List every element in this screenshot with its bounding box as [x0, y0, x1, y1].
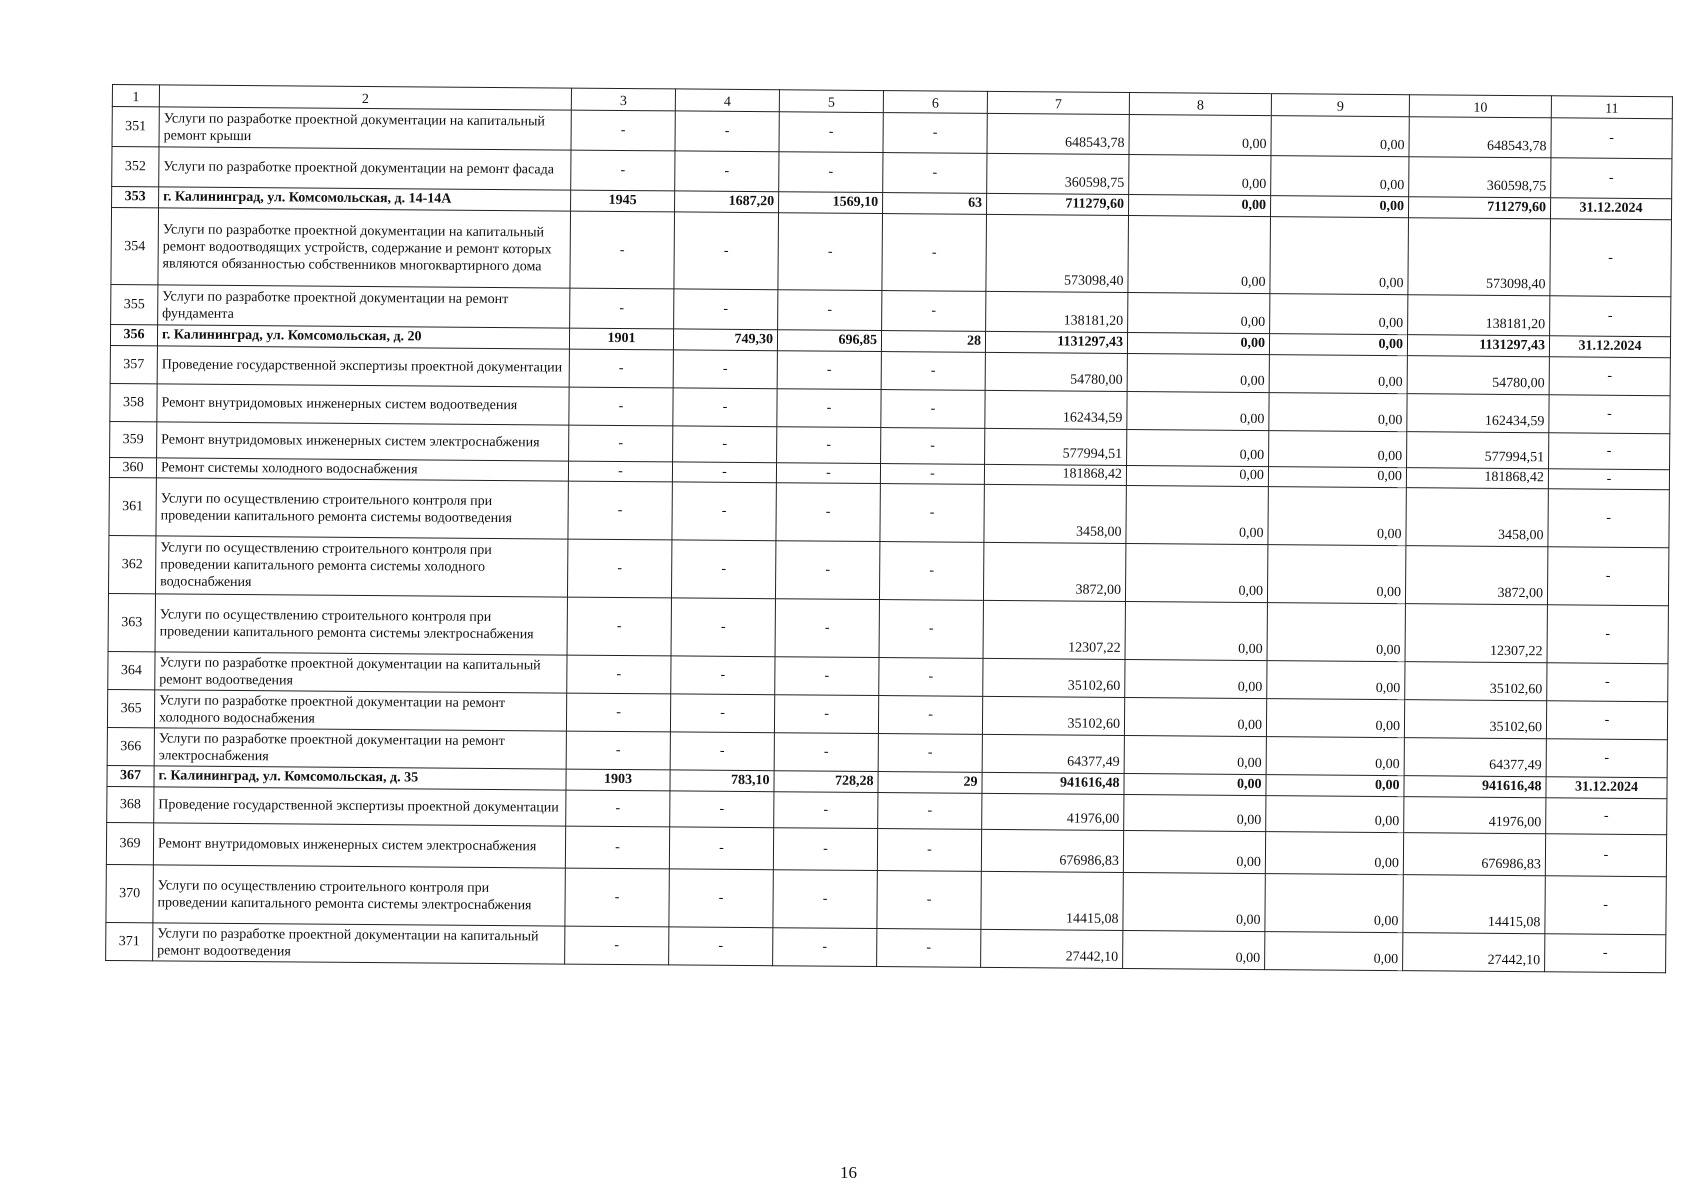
living-area-cell: - — [779, 112, 883, 153]
work-description-cell: г. Калининград, ул. Комсомольская, д. 20 — [157, 325, 569, 349]
living-area-cell: - — [774, 695, 878, 734]
build-year-cell: - — [571, 150, 675, 191]
row-number-cell: 364 — [108, 651, 155, 689]
build-year-cell: - — [566, 731, 670, 770]
work-description-cell: Ремонт системы холодного водоснабжения — [156, 458, 568, 481]
living-area-cell: - — [779, 152, 883, 193]
total-cost-cell: 14415,08 — [981, 871, 1123, 930]
federal-funds-cell: 0,00 — [1127, 391, 1269, 430]
living-area-cell: 728,28 — [774, 771, 878, 793]
row-number-cell: 362 — [108, 535, 155, 593]
residents-count-cell: - — [881, 390, 985, 429]
living-area-cell: - — [778, 290, 882, 331]
total-cost-cell: 577994,51 — [985, 428, 1127, 465]
build-year-cell: - — [565, 826, 669, 869]
total-cost-cell: 41976,00 — [982, 793, 1124, 830]
total-cost-cell: 711279,60 — [987, 193, 1129, 215]
column-header: 10 — [1409, 95, 1551, 118]
row-number-cell: 352 — [112, 147, 159, 187]
living-area-cell: - — [773, 870, 877, 929]
regional-funds-cell: 0,00 — [1265, 932, 1403, 971]
federal-funds-cell: 0,00 — [1125, 659, 1267, 698]
completion-date-cell: - — [1548, 489, 1669, 548]
work-description-cell: Услуги по разработке проектной документации на ремонт холодного водоснабжения — [154, 690, 566, 731]
work-description-cell: Услуги по разработке проектной документации на капитальный ремонт водоотведения — [153, 923, 565, 964]
total-cost-cell: 138181,20 — [986, 291, 1128, 332]
living-area-cell: - — [773, 828, 877, 871]
total-area-cell: - — [674, 289, 778, 330]
regional-funds-cell: 0,00 — [1268, 467, 1406, 488]
build-year-cell: - — [566, 790, 670, 827]
residents-count-cell: - — [879, 542, 983, 601]
total-area-cell: - — [672, 482, 776, 541]
regional-funds-cell: 0,00 — [1271, 156, 1409, 197]
federal-funds-cell: 0,00 — [1124, 735, 1266, 774]
residents-count-cell: - — [882, 214, 987, 292]
owners-funds-cell: 41976,00 — [1404, 797, 1546, 834]
completion-date-cell: 31.12.2024 — [1550, 198, 1671, 220]
residents-count-cell: - — [879, 600, 983, 659]
completion-date-cell: 31.12.2024 — [1546, 777, 1667, 799]
total-cost-cell: 35102,60 — [983, 658, 1125, 697]
build-year-cell: 1901 — [569, 328, 673, 350]
build-year-cell: - — [569, 425, 673, 462]
total-area-cell: - — [673, 426, 777, 463]
row-number-cell: 366 — [107, 727, 154, 765]
regional-funds-cell: 0,00 — [1269, 355, 1407, 394]
total-cost-cell: 181868,42 — [984, 464, 1126, 485]
work-description-cell: Проведение государственной экспертизы проектной документации — [157, 346, 569, 387]
completion-date-cell: - — [1548, 469, 1669, 490]
row-number-cell: 359 — [110, 421, 157, 457]
residents-count-cell: - — [878, 696, 982, 735]
work-description-cell: Услуги по осуществлению строительного контроля при проведении капитального ремонта системы водоотведения — [156, 478, 568, 539]
regional-funds-cell: 0,00 — [1266, 796, 1404, 833]
residents-count-cell: - — [878, 793, 982, 830]
owners-funds-cell: 711279,60 — [1408, 197, 1550, 219]
work-description-cell: Услуги по осуществлению строительного контроля при проведении капитального ремонта системы электроснабжения — [155, 594, 567, 655]
regional-funds-cell: 0,00 — [1271, 116, 1409, 157]
owners-funds-cell: 162434,59 — [1407, 394, 1549, 433]
living-area-cell: - — [774, 733, 878, 772]
total-area-cell: - — [674, 212, 779, 290]
living-area-cell: - — [777, 427, 881, 464]
regional-funds-cell: 0,00 — [1267, 661, 1405, 700]
total-cost-cell: 3458,00 — [984, 484, 1126, 543]
completion-date-cell: - — [1550, 296, 1671, 337]
table-row — [111, 208, 1672, 297]
living-area-cell: - — [773, 928, 877, 967]
work-description-cell: Ремонт внутридомовых инженерных систем водоотведения — [157, 384, 569, 425]
regional-funds-cell: 0,00 — [1267, 603, 1405, 662]
completion-date-cell: - — [1550, 219, 1672, 297]
build-year-cell: - — [565, 868, 669, 927]
document-sheet — [105, 84, 1672, 973]
row-number-cell: 360 — [109, 457, 156, 477]
completion-date-cell: - — [1551, 118, 1672, 159]
work-description-cell: Услуги по разработке проектной документации на ремонт фасада — [159, 147, 571, 190]
completion-date-cell: 31.12.2024 — [1549, 336, 1670, 358]
row-number-cell: 358 — [110, 383, 157, 421]
residents-count-cell: - — [883, 153, 987, 194]
total-cost-cell: 941616,48 — [982, 772, 1124, 794]
completion-date-cell: - — [1547, 547, 1668, 606]
build-year-cell: - — [571, 110, 675, 151]
residents-count-cell: - — [880, 464, 984, 485]
regional-funds-cell: 0,00 — [1269, 393, 1407, 432]
work-description-cell: Услуги по разработке проектной документации на ремонт фундамента — [158, 285, 570, 328]
total-area-cell: - — [671, 656, 775, 695]
work-description-cell: Ремонт внутридомовых инженерных систем электроснабжения — [153, 823, 565, 868]
completion-date-cell: - — [1551, 158, 1672, 199]
row-number-cell: 369 — [106, 822, 153, 864]
federal-funds-cell: 0,00 — [1124, 773, 1266, 795]
residents-count-cell: - — [879, 658, 983, 697]
completion-date-cell: - — [1545, 934, 1666, 973]
work-description-cell: Услуги по разработке проектной документации на капитальный ремонт водоотводящих устройств, содержание и ремонт которых являются обязанностью собственников многоквартирного дома — [158, 208, 571, 288]
residents-count-cell: - — [878, 734, 982, 773]
work-description-cell: Проведение государственной экспертизы проектной документации — [154, 787, 566, 826]
federal-funds-cell: 0,00 — [1124, 794, 1266, 831]
regional-funds-cell: 0,00 — [1265, 832, 1403, 875]
total-area-cell: - — [670, 732, 774, 771]
regional-funds-cell: 0,00 — [1266, 699, 1404, 738]
federal-funds-cell: 0,00 — [1125, 543, 1267, 602]
federal-funds-cell: 0,00 — [1126, 485, 1268, 544]
residents-count-cell: - — [880, 484, 984, 543]
build-year-cell: - — [565, 926, 669, 965]
column-header: 2 — [159, 85, 571, 110]
build-year-cell: - — [570, 288, 674, 329]
owners-funds-cell: 35102,60 — [1405, 662, 1547, 701]
residents-count-cell: - — [881, 352, 985, 391]
completion-date-cell: - — [1549, 395, 1670, 434]
total-area-cell: - — [672, 462, 776, 483]
total-area-cell: - — [669, 927, 773, 966]
column-header: 5 — [779, 90, 883, 113]
owners-funds-cell: 14415,08 — [1403, 875, 1545, 934]
total-area-cell: 749,30 — [673, 329, 777, 351]
federal-funds-cell: 0,00 — [1126, 465, 1268, 486]
completion-date-cell: - — [1545, 876, 1666, 935]
build-year-cell: - — [568, 461, 672, 482]
total-area-cell: - — [670, 694, 774, 733]
regional-funds-cell: 0,00 — [1266, 775, 1404, 797]
total-area-cell: - — [675, 111, 779, 152]
owners-funds-cell: 35102,60 — [1404, 700, 1546, 739]
build-year-cell: - — [568, 481, 672, 540]
row-number-cell: 363 — [108, 593, 155, 651]
owners-funds-cell: 648543,78 — [1409, 117, 1551, 158]
federal-funds-cell: 0,00 — [1124, 697, 1266, 736]
work-description-cell: Услуги по осуществлению строительного контроля при проведении капитального ремонта системы холодного водоснабжения — [155, 536, 567, 597]
build-year-cell: - — [569, 349, 673, 388]
build-year-cell: - — [566, 693, 670, 732]
total-cost-cell: 27442,10 — [981, 929, 1123, 968]
owners-funds-cell: 64377,49 — [1404, 738, 1546, 777]
column-header: 3 — [571, 88, 675, 111]
row-number-cell: 371 — [106, 922, 153, 960]
federal-funds-cell: 0,00 — [1123, 830, 1265, 873]
living-area-cell: - — [777, 389, 881, 428]
build-year-cell: - — [567, 655, 671, 694]
column-header: 8 — [1129, 92, 1271, 115]
owners-funds-cell: 54780,00 — [1407, 356, 1549, 395]
total-cost-cell: 676986,83 — [981, 829, 1123, 872]
federal-funds-cell: 0,00 — [1129, 114, 1271, 155]
capital-repair-table — [105, 84, 1673, 973]
living-area-cell: - — [774, 792, 878, 829]
owners-funds-cell: 181868,42 — [1406, 468, 1548, 489]
owners-funds-cell: 577994,51 — [1407, 432, 1549, 469]
regional-funds-cell: 0,00 — [1269, 431, 1407, 468]
residents-count-cell: - — [877, 929, 981, 968]
owners-funds-cell: 3458,00 — [1406, 488, 1548, 547]
regional-funds-cell: 0,00 — [1267, 545, 1405, 604]
regional-funds-cell: 0,00 — [1270, 217, 1409, 295]
total-cost-cell: 3872,00 — [983, 542, 1125, 601]
owners-funds-cell: 360598,75 — [1409, 157, 1551, 198]
total-cost-cell: 648543,78 — [987, 113, 1129, 154]
total-cost-cell: 573098,40 — [986, 214, 1129, 292]
regional-funds-cell: 0,00 — [1269, 334, 1407, 356]
total-cost-cell: 64377,49 — [982, 734, 1124, 773]
table-body — [106, 85, 1673, 973]
total-area-cell: - — [669, 869, 773, 928]
federal-funds-cell: 0,00 — [1125, 601, 1267, 660]
owners-funds-cell: 1131297,43 — [1407, 335, 1549, 357]
row-number-cell: 351 — [112, 107, 159, 147]
owners-funds-cell: 27442,10 — [1403, 933, 1545, 972]
completion-date-cell: - — [1546, 798, 1667, 835]
living-area-cell: 696,85 — [777, 330, 881, 352]
total-cost-cell: 54780,00 — [985, 352, 1127, 391]
federal-funds-cell: 0,00 — [1128, 215, 1271, 293]
living-area-cell: 1569,10 — [779, 192, 883, 214]
total-area-cell: - — [673, 350, 777, 389]
completion-date-cell: - — [1547, 605, 1668, 664]
residents-count-cell: 28 — [881, 331, 985, 353]
completion-date-cell: - — [1549, 433, 1670, 470]
row-number-cell: 357 — [110, 345, 157, 383]
residents-count-cell: - — [877, 829, 981, 872]
owners-funds-cell: 12307,22 — [1405, 604, 1547, 663]
owners-funds-cell: 573098,40 — [1408, 218, 1551, 296]
build-year-cell: 1903 — [566, 769, 670, 791]
owners-funds-cell: 3872,00 — [1405, 546, 1547, 605]
living-area-cell: - — [775, 599, 879, 658]
completion-date-cell: - — [1547, 663, 1668, 702]
owners-funds-cell: 676986,83 — [1403, 833, 1545, 876]
row-number-cell: 356 — [110, 324, 157, 345]
residents-count-cell: - — [882, 291, 986, 332]
completion-date-cell: - — [1545, 834, 1666, 877]
work-description-cell: Услуги по разработке проектной документации на ремонт электроснабжения — [154, 728, 566, 769]
federal-funds-cell: 0,00 — [1129, 154, 1271, 195]
residents-count-cell: - — [881, 428, 985, 465]
total-cost-cell: 12307,22 — [983, 600, 1125, 659]
federal-funds-cell: 0,00 — [1127, 353, 1269, 392]
total-cost-cell: 1131297,43 — [985, 331, 1127, 353]
owners-funds-cell: 941616,48 — [1404, 776, 1546, 798]
total-area-cell: - — [675, 151, 779, 192]
total-cost-cell: 35102,60 — [982, 696, 1124, 735]
federal-funds-cell: 0,00 — [1123, 930, 1265, 969]
row-number-cell: 368 — [107, 786, 154, 822]
federal-funds-cell: 0,00 — [1123, 872, 1265, 931]
row-number-cell: 354 — [111, 208, 159, 285]
living-area-cell: - — [777, 351, 881, 390]
total-area-cell: - — [673, 388, 777, 427]
row-number-cell: 365 — [107, 689, 154, 727]
total-area-cell: - — [670, 791, 774, 828]
regional-funds-cell: 0,00 — [1270, 196, 1408, 218]
living-area-cell: - — [775, 657, 879, 696]
column-header: 9 — [1271, 94, 1409, 117]
total-area-cell: - — [671, 598, 775, 657]
work-description-cell: Услуги по разработке проектной документации на капитальный ремонт водоотведения — [155, 652, 567, 693]
work-description-cell: Услуги по разработке проектной документации на капитальный ремонт крыши — [159, 107, 571, 150]
total-cost-cell: 360598,75 — [987, 153, 1129, 194]
build-year-cell: - — [567, 539, 671, 598]
living-area-cell: - — [776, 483, 880, 542]
completion-date-cell: - — [1546, 739, 1667, 778]
federal-funds-cell: 0,00 — [1128, 292, 1270, 333]
row-number-cell: 367 — [107, 765, 154, 786]
living-area-cell: - — [775, 541, 879, 600]
column-header: 6 — [883, 91, 987, 114]
completion-date-cell: - — [1546, 701, 1667, 740]
column-header: 11 — [1551, 96, 1672, 119]
total-area-cell: 783,10 — [670, 770, 774, 792]
residents-count-cell: 29 — [878, 772, 982, 794]
residents-count-cell: 63 — [883, 193, 987, 215]
total-area-cell: 1687,20 — [675, 191, 779, 213]
regional-funds-cell: 0,00 — [1265, 874, 1403, 933]
page-number: 16 — [840, 1163, 857, 1182]
living-area-cell: - — [776, 463, 880, 484]
row-number-cell: 370 — [106, 864, 153, 922]
build-year-cell: 1945 — [571, 190, 675, 212]
work-description-cell: г. Калининград, ул. Комсомольская, д. 14-14А — [159, 187, 571, 211]
completion-date-cell: - — [1549, 357, 1670, 396]
work-description-cell: г. Калининград, ул. Комсомольская, д. 35 — [154, 766, 566, 790]
work-description-cell: Ремонт внутридомовых инженерных систем электроснабжения — [157, 422, 569, 461]
regional-funds-cell: 0,00 — [1270, 294, 1408, 335]
column-header: 4 — [675, 89, 779, 112]
build-year-cell: - — [569, 387, 673, 426]
total-area-cell: - — [669, 827, 773, 870]
residents-count-cell: - — [877, 871, 981, 930]
build-year-cell: - — [567, 597, 671, 656]
regional-funds-cell: 0,00 — [1266, 737, 1404, 776]
column-header: 1 — [112, 85, 159, 107]
row-number-cell: 353 — [112, 187, 159, 208]
build-year-cell: - — [570, 211, 675, 289]
regional-funds-cell: 0,00 — [1268, 487, 1406, 546]
owners-funds-cell: 138181,20 — [1408, 295, 1550, 336]
row-number-cell: 355 — [111, 284, 158, 324]
federal-funds-cell: 0,00 — [1128, 194, 1270, 216]
total-area-cell: - — [671, 540, 775, 599]
federal-funds-cell: 0,00 — [1127, 429, 1269, 466]
total-cost-cell: 162434,59 — [985, 390, 1127, 429]
living-area-cell: - — [778, 213, 883, 291]
federal-funds-cell: 0,00 — [1127, 332, 1269, 354]
work-description-cell: Услуги по осуществлению строительного контроля при проведении капитального ремонта системы электроснабжения — [153, 865, 565, 926]
row-number-cell: 361 — [109, 477, 156, 535]
residents-count-cell: - — [883, 113, 987, 154]
column-header: 7 — [987, 91, 1129, 114]
